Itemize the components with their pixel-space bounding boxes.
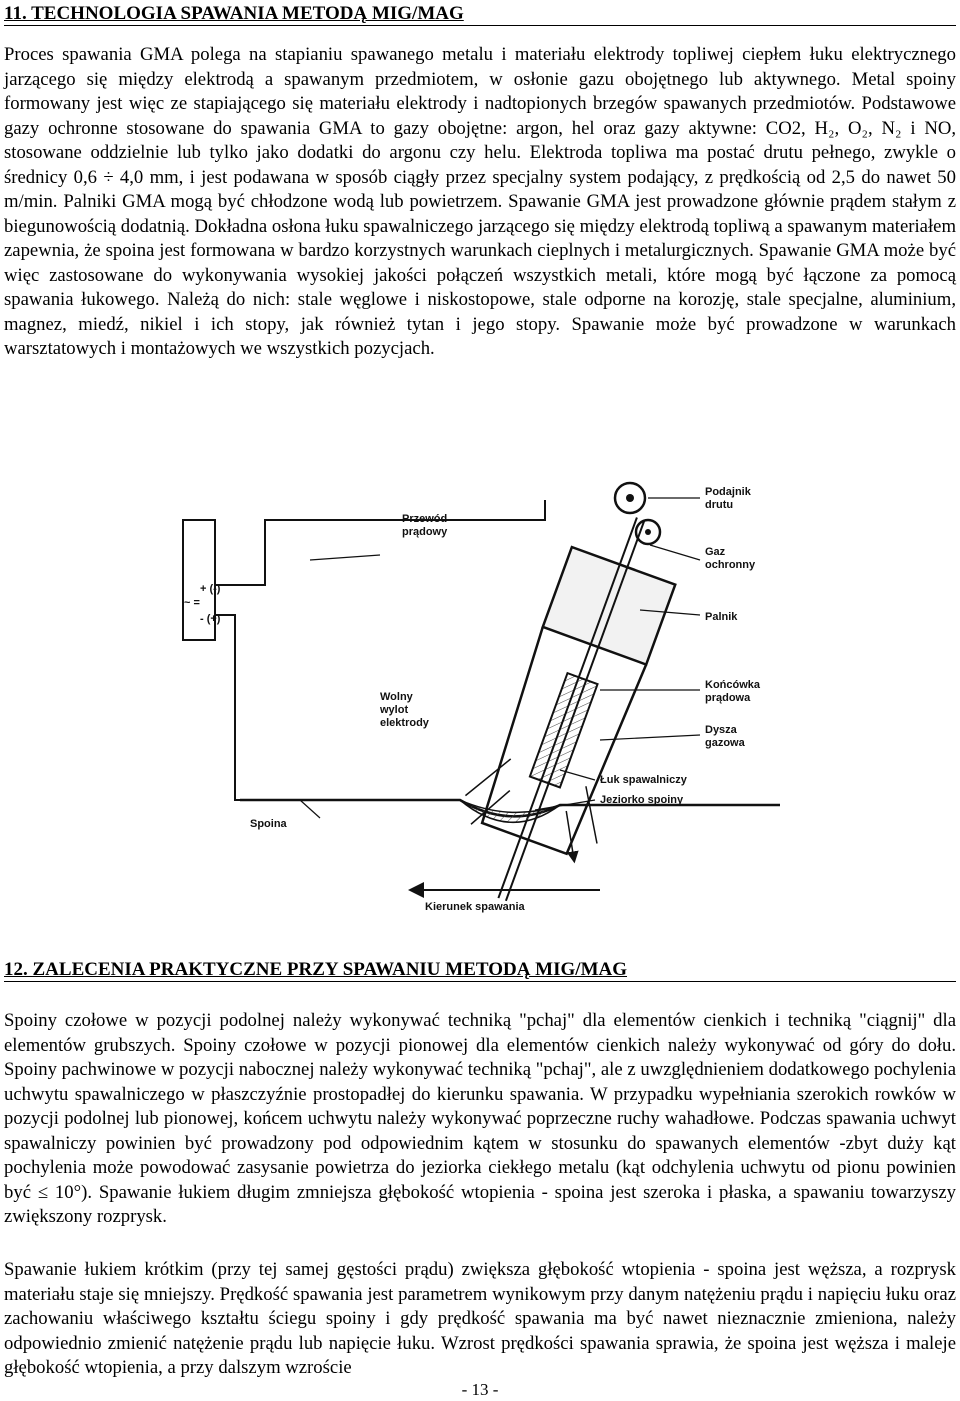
gma-welding-diagram [180,470,800,930]
section-12-paragraph-2: Spawanie łukiem krótkim (przy tej samej gęstości prądu) zwiększa głębokość wtopienia - spoina jest węższa, a rozprysk materiału staje się mniejszy. Prędkość spawania jest parametrem wynikowym przy danym natężeniu prądu i napięciu łuku oraz zachowaniu właściwego kształtu ściegu spoiny i gdy prędkość spawania ma być nawet nieznacznie zmieniona, należy odpowiednio zmienić natężenie prądu lub napięcie łuku. Wzrost prędkości spawania sprawia, że spoina jest węższa i maleje głębokość wtopienia, a przy dalszym wzroście [4,1259,956,1378]
label-koncowka-line2: prądowa [705,692,751,704]
ground-cable [215,615,250,800]
section-12-heading: 12. ZALECENIA PRAKTYCZNE PRZY SPAWANIU METODĄ MIG/MAG [4,959,956,982]
label-przewod-line2: prądowy [402,526,448,538]
label-wolny-line1: Wolny [380,691,413,703]
label-wolny-line2: wylot [380,704,409,716]
power-source [183,520,221,640]
workpiece [240,800,780,822]
label-dysza-line2: gazowa [705,737,745,749]
label-przewod-line1: Przewód [402,513,448,525]
page-number: - 13 - [461,1380,499,1399]
label-palnik: Palnik [705,611,738,623]
label-podajnik-line1: Podajnik [705,486,751,498]
label-kierunek: Kierunek spawania [425,901,525,913]
label-jeziorko: Jeziorko spoiny [600,794,684,806]
section-12-paragraph-1: Spoiny czołowe w pozycji podolnej należy wykonywać techniką "pchaj" dla elementów cienkich i techniką "ciągnij" dla elementów grubszych. Spoiny czołowe w pozycji pionowej dla elementów cienkich należy wykonywać od góry do dołu. Spoiny pachwinowe w pozycji nabocznej należy wykonywać techniką "pchaj", ale z uwzględnieniem dodatkowego pochylenia uchwytu spawalniczego w płaszczyźnie prostopadłej do kierunku spawania. W przypadku wypełniania szerokich rowków w pozycji podolnej lub pionowej, końcem uchwytu należy wykonywać poprzeczne ruchy wahadłowe. Podczas spawania uchwyt spawalniczy powinien być prowadzony pod odpowiednim kątem w stosunku do spawanych elementów -zbyt duży kąt pochylenia może powodować zasysanie powietrza do jeziorka ciekłego metalu (kąt odchylenia uchwytu od pionu powinien być ≤ 10°). Spawanie łukiem długim zmniejsza głębokość wtopienia - spoina jest szeroka i płaska, a spawaniu towarzyszy zwiększony rozprysk. [4,1010,956,1227]
section-11-heading: 11. TECHNOLOGIA SPAWANIA METODĄ MIG/MAG [4,3,956,26]
label-koncowka-line1: Końcówka [705,679,761,691]
label-dysza-line1: Dysza [705,724,737,736]
label-gaz-line1: Gaz [705,546,726,558]
power-minus-label: - (+) [200,613,221,625]
label-podajnik-line2: drutu [705,499,734,511]
label-spoina: Spoina [250,818,287,830]
section-11-paragraph: Proces spawania GMA polega na stapianiu spawanego metalu i materiału elektrody topliwej ciepłem łuku elektrycznego jarzącego się między elektrodą a spawanym przedmiotem, w osłonie gazu obojętnego lub aktywnego. Metal spoiny formowany jest więc ze stapiającego się materiału elektrody i nadtopionych brzegów spawanych przedmiotów. Podstawowe gazy ochronne stosowane do spawania GMA to gazy obojętne: argon, hel oraz gazy aktywne: CO2, H₂, O₂, N₂ i NO, stosowane oddzielnie lub tylko jako dodatki do argonu czy helu. Elektroda topliwa ma postać drutu pełnego, zwykle o średnicy 0,6 ÷ 4,0 mm, i jest podawana w sposób ciągły przez specjalny system podający, z prędkością od 2,5 do nawet 50 m/min. Palniki GMA mogą być chłodzone wodą lub powietrzem. Spawanie GMA jest prowadzone głównie prądem stałym z biegunowością dodatnią. Dokładna osłona łuku spawalniczego jarzącego się między elektrodą topliwą a spawanym materiałem zapewnia, że spoina jest formowana w bardzo korzystnych warunkach cieplnych i metalurgicznych. Spawanie GMA może być więc zastosowane do wykonywania wysokiej jakości połączeń wszystkich metali, które mogą być łączone za pomocą spawania łukowego. Należą do nich: stale węglowe i niskostopowe, stale odporne na korozję, stale specjalne, aluminium, magnez, miedź, nikiel i ich stopy, jak również tytan i jego stopy. Spawanie może być prowadzone w warunkach warsztatowych i montażowych we wszystkich pozycjach. [4,44,956,359]
power-tilde-label: ~ = [184,597,200,609]
welding-torch [436,495,706,923]
label-wolny-line3: elektrody [380,717,429,729]
current-cable [215,500,545,585]
power-plus-label: + (-) [200,583,221,595]
label-luk: Łuk spawalniczy [600,774,687,786]
label-gaz-line2: ochronny [705,559,756,571]
wire-feeder-rollers [615,483,660,544]
